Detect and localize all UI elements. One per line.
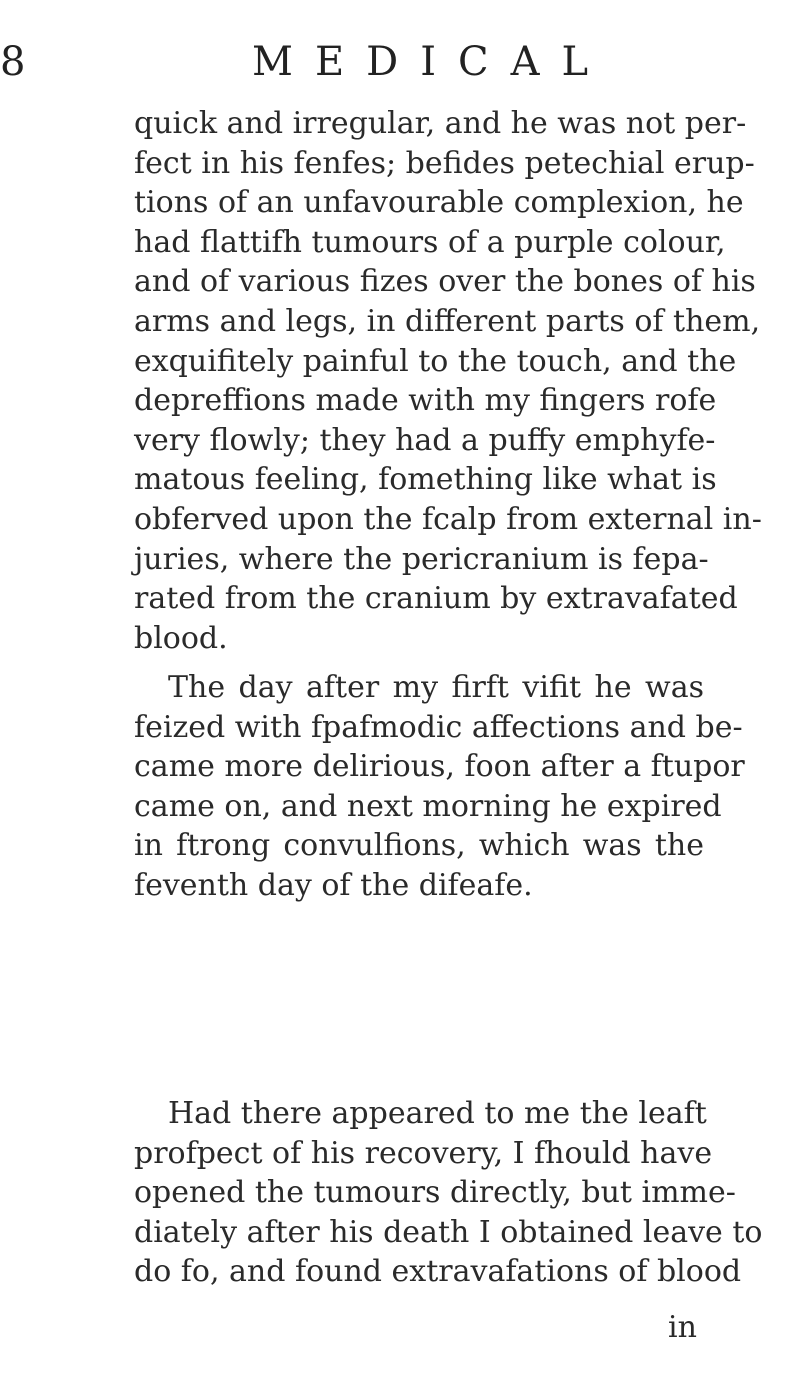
page-number: 8 [0, 39, 26, 85]
text-line: came more delirious, foon after a ftupor [134, 749, 745, 785]
catchword: in [668, 1310, 697, 1345]
text-line: arms and legs, in different parts of them, [134, 303, 761, 339]
text-line: Had there appeared to me the leaft [168, 1096, 707, 1131]
text-line: came on, and next morning he expired [134, 788, 722, 824]
text-line: juries, where the pericranium is fepa- [134, 541, 709, 577]
text-line: in ftrong convulfions, which was the [134, 828, 704, 864]
text-line: do fo, and found extravafations of blood [134, 1254, 742, 1290]
text-line: profpect of his recovery, I fhould have [134, 1135, 713, 1171]
text-line: fect in his fenfes; befides petechial erup- [134, 145, 755, 181]
text-line: feventh day of the difeafe. [134, 867, 533, 903]
text-line: rated from the cranium by extravafated [134, 581, 738, 617]
text-line: exquifitely painful to the touch, and the [134, 343, 737, 379]
paragraph-2 [134, 668, 745, 906]
text-line: diately after his death I obtained leave to [134, 1214, 763, 1250]
running-head: MEDICAL [252, 39, 611, 85]
text-line: blood. [134, 620, 228, 656]
text-line: matous feeling, fomething like what is [134, 462, 717, 498]
text-line: had flattifh tumours of a purple colour, [134, 224, 726, 260]
text-line: opened the tumours directly, but imme- [134, 1175, 736, 1211]
text-line: The day after my firft vifit he was [168, 670, 704, 705]
text-line: and of various fizes over the bones of his [134, 264, 756, 300]
text-line: depreffions made with my fingers rofe [134, 383, 717, 419]
text-line: tions of an unfavourable complexion, he [134, 185, 744, 221]
paragraph-1 [134, 104, 762, 658]
text-line: obferved upon the fcalp from external in- [134, 501, 762, 537]
text-line: very flowly; they had a puffy emphyfe- [134, 422, 716, 458]
text-line: quick and irregular, and he was not per- [134, 106, 747, 141]
paragraph-3 [134, 1094, 763, 1292]
text-line: feized with fpafmodic affections and be- [134, 709, 743, 745]
